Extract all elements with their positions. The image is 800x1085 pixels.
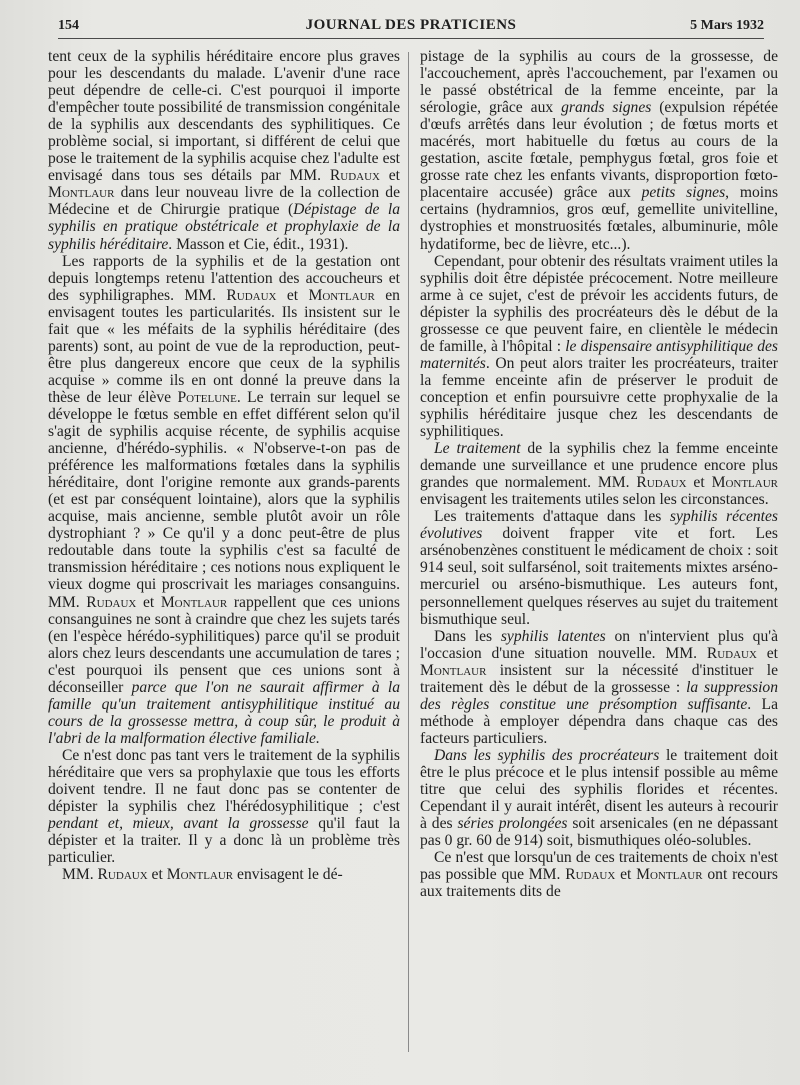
paragraph: tent ceux de la syphilis héréditaire encore plus graves pour les descendants du malade. L'avenir d'une race peut dépendre de celle-ci. C'est pourquoi il importe d'empêcher toute possibilité de transmission congénitale de la syphilis aux descendants des syphilitiques. Ce problème social, si important, si différent de celui que pose le traitement de la syphilis acquise chez l'adulte est envisagé dans tous ses détails par MM. Rudaux et Montlaur dans leur nouveau livre de la collection de Médecine et de Chirurgie pratique (Dépistage de la syphilis en pratique obstétricale et prophylaxie de la syphilis héréditaire. Masson et Cie, édit., 1931). [48, 48, 400, 253]
page-number: 154 [58, 18, 79, 33]
issue-date: 5 Mars 1932 [690, 18, 764, 33]
paragraph: Cependant, pour obtenir des résultats vraiment utiles la syphilis doit être dépistée précocement. Notre meilleure arme à ce sujet, c'est de prévoir les accidents futurs, de dépister la syphilis des procréateurs dès le début de la grossesse ce que peuvent faire, en clientèle le médecin de famille, à l'hôpital : le dispensaire antisyphilitique des maternités. On peut alors traiter les procréateurs, traiter la femme enceinte afin de préserver le produit de conception et enfin poursuivre cette prophyxalie de la syphilis héréditaire jusque chez les descendants de syphilitiques. [420, 252, 778, 441]
column-divider [408, 52, 409, 1052]
author-name: Potelune [177, 388, 237, 406]
book-title: Dépistage de la syphilis en pratique obstétricale et prophylaxie de la syphilis héréditaire [48, 201, 400, 253]
paragraph: Ce n'est donc pas tant vers le traitement de la syphilis héréditaire que vers sa prophylaxie que tous les efforts doivent tendre. Il ne faut donc pas se contenter de dépister la syphilis chez l'hérédosyphilitique ; c'est pendant et, mieux, avant la grossesse qu'il faut la dépister et la traiter. Il y a donc là un problème très particulier. [48, 746, 400, 867]
paragraph: pistage de la syphilis au cours de la grossesse, de l'accouchement, après l'accouchement, par l'examen ou le passé obstétrical de la femme enceinte, par la sérologie, grâce aux grands signes (expulsion répétée d'œufs arrêtés dans leur évolution ; de fœtus morts et macérés, mort habituelle du fœtus au cours de la gestation, ascite fœtale, pemphygus fœtal, gros foie et grosse rate chez les enfants vivants, disproportion fœto-placentaire accusée) grâce aux petits signes, moins certains (hydramnios, gros œuf, gemellite univitelline, dystrophies et monstruosités fœtales, albuminurie, môle hydatiforme, bec de lièvre, etc...). [420, 48, 779, 253]
paragraph: Dans les syphilis des procréateurs le traitement doit être le plus précoce et le plus intensif possible au même titre que celui des syphilis florides et récentes. Cependant il y aurait intérêt, disent les auteurs à recourir à des séries prolongées soit arsenicales (en ne dépassant pas 0 gr. 60 de 914) soit, bismuthiques oléo-solubles. [420, 746, 778, 850]
journal-title: JOURNAL DES PRATICIENS [305, 17, 517, 33]
author-name: Rudaux [329, 167, 380, 185]
paragraph: Le traitement de la syphilis chez la femme enceinte demande une surveillance et une prudence encore plus grandes que normalement. MM. Rudaux et Montlaur envisagent les traitements utiles selon les circonstances. [420, 440, 779, 509]
paragraph: Les rapports de la syphilis et de la gestation ont depuis longtemps retenu l'attention des accoucheurs et des syphiligraphes. MM. Rudaux et Montlaur en envisagent toutes les particularités. Ils insistent sur le fait que « les méfaits de la syphilis héréditaire (des parents) sont, au point de vue de la reproduction, peut-être plus dangereux encore que ceux de la syphilis acquise » comme ils en ont donné la preuve dans la thèse de leur élève Potelune. Le terrain sur lequel se développe le fœtus semble en effet différent selon qu'il s'agit de syphilis acquise récente, de syphilis acquise ancienne, d'hérédo-syphilis. « N'observe-t-on pas de préférence les malformations fœtales dans la syphilis héréditaire, dont l'origine remonte aux grands-parents (et est par conséquent lointaine), alors que la syphilis acquise, mais ancienne, semble plutôt avoir un rôle dystrophiant ? » Ce qu'il y a donc peut-être de plus redoutable dans toute la syphilis c'est sa faculté de transmission héréditaire ; ces notions nous expliquent le vieux dogme qui proscrivait les mariages consanguins. MM. Rudaux et Montlaur rappellent que ces unions consanguines ne sont à craindre que chez les sujets tarés (en l'espèce hérédo-syphilitiques) parce qu'il se produit alors chez leurs descendants une accumulation de tares ; c'est pourquoi ils pensent que ces unions sont à déconseiller parce que l'on ne saurait affirmer à la famille qu'un traitement antisyphilitique institué au cours de la grossesse mettra, à coup sûr, le produit à l'abri de la malformation élective familiale. [48, 252, 400, 747]
paragraph: Les traitements d'attaque dans les syphilis récentes évolutives doivent frapper vite et fort. Les arsénobenzènes constituent le médicament de choix : soit 914 seul, soit sulfarsénol, soit traitements mixtes arséno-mercuriel ou arséno-bismuthique. Les auteurs font, personnellement quelques réserves au sujet du traitement bismuthique seul. [420, 508, 779, 628]
paragraph: MM. Rudaux et Montlaur envisagent le dé- [62, 866, 343, 884]
paragraph: Ce n'est que lorsqu'un de ces traitements de choix n'est pas possible que MM. Rudaux et Montlaur ont recours aux traitements dits de [420, 849, 778, 901]
page-header [58, 16, 764, 39]
paragraph: Dans les syphilis latentes on n'intervient plus qu'à l'occasion d'une situation nouvelle. MM. Rudaux et Montlaur insistent sur la nécessité d'instituer le traitement dès le début de la grossesse : la suppression des règles constitue une présomption suffisante. La méthode à employer dépendra dans chaque cas des facteurs particuliers. [420, 627, 779, 747]
left-column [48, 48, 400, 883]
right-column [420, 48, 778, 900]
author-name: Montlaur [48, 184, 115, 202]
